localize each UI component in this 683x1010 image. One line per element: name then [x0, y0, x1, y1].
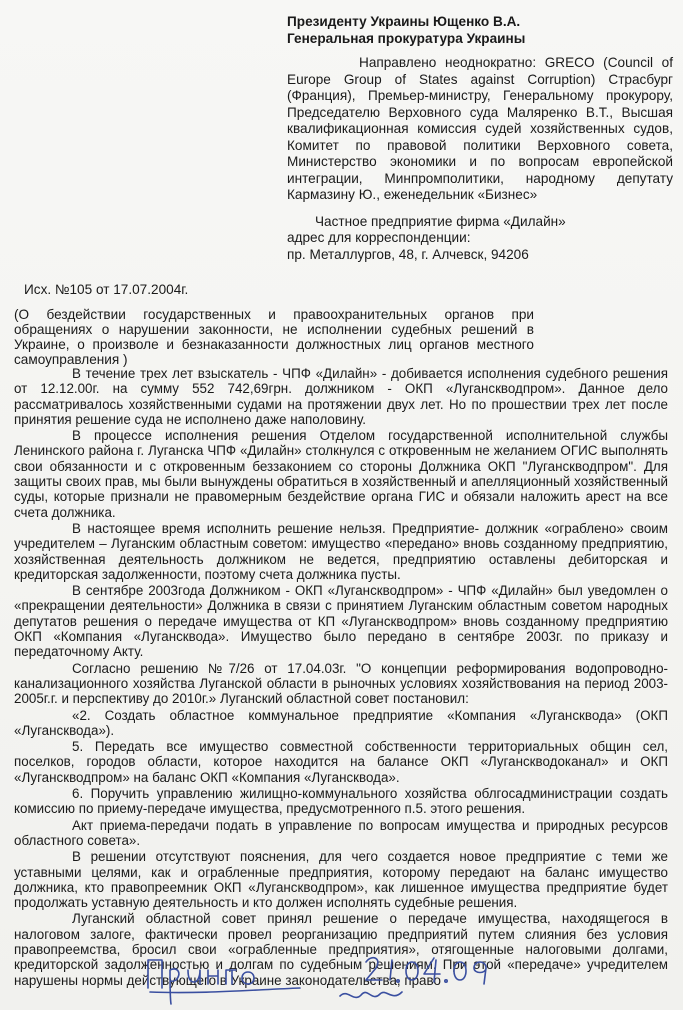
- body-paragraph: Согласно решению №7/26 от 17.04.03г. "О концепции реформирования водопроводно-канализационного хозяйства Луганской области в рыночных условиях хозяйствования на период 2003-2005г.г. и перспективу до 2010г.» Луганский областной совет постановил:: [14, 660, 668, 707]
- addressee-block: [287, 14, 673, 263]
- sender-address: пр. Металлургов, 48, г. Алчевск, 94206: [287, 246, 529, 262]
- body-paragraph: В решении отсутствуют пояснения, для чего создается новое предприятие с теми же уставными целями, как и ограбленные предприятия, которому передают на баланс имущество должника, кто правопреемник ОКП «Луганскводпром», как лишенное имущества предприятие будет продолжать уставную деятельность и кто должен исполнять судебные решения.: [14, 849, 668, 911]
- decision-quote: 6. Поручить управлению жилищно-коммунального хозяйства облгосадминистрации создать комиссию по приему-передаче имущества, предусмотренного п.5. этого решения.: [14, 786, 668, 817]
- sender-name: Частное предприятие фирма «Дилайн»: [315, 213, 566, 229]
- letter-body: [14, 366, 668, 989]
- letter-subject: (О бездействии государственных и правоохранительных органов при обращениях о нарушении законности, не исполнении судебных решений в Украине, о произволе и безнаказанности должностных лиц органов местного самоуправления ): [14, 307, 534, 367]
- decision-quote: Акт приема-передачи подать в управление по вопросам имущества и природных ресурсов областного совета».: [14, 817, 668, 848]
- body-paragraph: В сентябре 2003года Должником - ОКП «Луганскводпром» - ЧПФ «Дилайн» был уведомлен о «прекращении деятельности» Должника в связи с принятием Луганским областным советом народных депутатов решения о передаче имущества от КП «Луганскводпром» вновь созданному предприятию ОКП «Компания «Луганскводa». Имущество было передано в сентябре 2003г. по приказу и передаточному Акту.: [14, 583, 668, 660]
- sent-copies-list: Направлено неоднократно: GRECO (Council of Europe Group of States against Corruption) Страсбург (Франция), Премьер-министру, Генеральному прокурору, Председателю Верховного суда Маляренко В.Т., Высшая квалификационная комиссия судей хозяйственных судов, Комитет по правовой политики Верховного совета, Министерство экономики и по вопросам европейской интеграции, Минпромполитики, народному депутату Кармазину Ю., еженедельник «Бизнес»: [287, 55, 673, 202]
- decision-quote: 5. Передать все имущество совместной собственности территориальных общин сел, поселков, городов области, которое находится на балансе ОКП «Луганскводоканал» и ОКП «Луганскводпром» на баланс ОКП «Компания «Луганскводa».: [14, 739, 668, 785]
- body-paragraph: Луганский областной совет принял решение о передаче имущества, находящегося в налоговом залоге, фактически провел реорганизацию предприятий путем слияния без условия правопреемства, бросил свои «ограбленные предприятия», отягощенные налоговыми долгами, кредиторской задолженностью и долгам по судебным решениям. При этой «передаче» учредителем нарушены нормы действующего в Украине законодательства, право: [14, 911, 668, 988]
- decision-quote: «2. Создать областное коммунальное предприятие «Компания «Луганскводa» (ОКП «Луганскводa»).: [14, 707, 668, 738]
- addressee-prosecutor: Генеральная прокуратура Украины: [287, 30, 526, 46]
- handwritten-receipt-note: [140, 948, 540, 1008]
- body-paragraph: В течение трех лет взыскатель - ЧПФ «Дилайн» - добивается исполнения судебного решения от 12.12.00г. на сумму 552 742,69грн. должником - ОКП «Луганскводпром». Данное дело рассматривалось хозяйственными судами на протяжении двух лет. Но по прошествии трех лет после принятия решение суда не исполнено даже наполовину.: [14, 366, 668, 427]
- body-paragraph: В процессе исполнения решения Отделом государственной исполнительной службы Ленинского района г. Луганска ЧПФ «Дилайн» столкнулся с откровенным не желанием ОГИС выполнять свои обязанности и с откровенным беззаконием со стороны Должника ОКП "Луганскводпром". Для защиты своих прав, мы были вынуждены обратиться в хозяйственный и апелляционный хозяйственный суды, которые признали не правомерным бездействие органа ГИС и обязали наложить арест на все счета должника.: [14, 428, 668, 520]
- sender-address-label: адрес для корреспонденции:: [287, 230, 471, 245]
- outgoing-reference: Исх. №105 от 17.07.2004г.: [24, 282, 189, 297]
- body-paragraph: В настоящее время исполнить решение нельзя. Предприятие- должник «ограблено» своим учредителем – Луганским областным советом: имущество «передано» вновь созданному предприятию, хозяйственная деятельность должником не ведется, предприятию оставлены дебиторская и кредиторская задолженности, поэтому счета должника пусты.: [14, 520, 668, 582]
- addressee-president: Президенту Украины Ющенко В.А.: [287, 14, 521, 29]
